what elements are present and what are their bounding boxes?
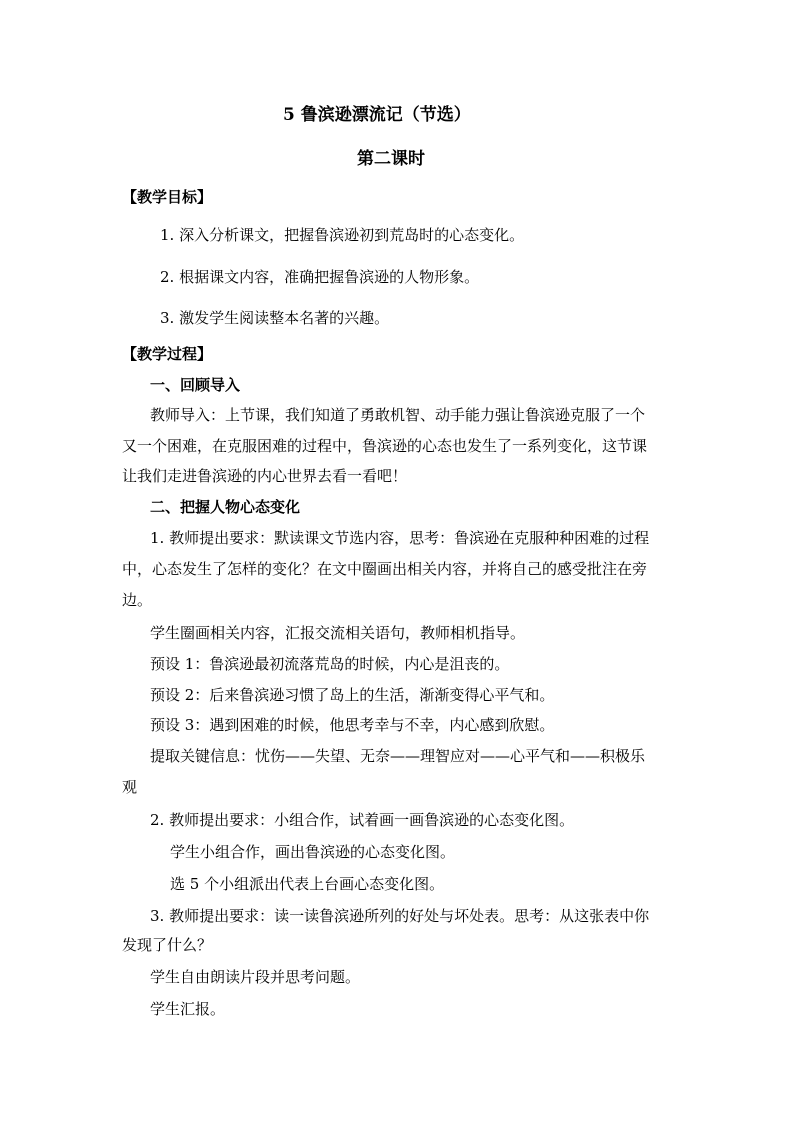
section1-line: 让我们走进鲁滨逊的内心世界去看一看吧！ (122, 467, 408, 485)
objectives-heading: 【教学目标】 (122, 188, 213, 206)
preset-item: 预设 3：遇到困难的时候，他思考幸与不幸，内心感到欣慰。 (150, 716, 555, 734)
requirement-2-student: 学生小组合作，画出鲁滨逊的心态变化图。 (170, 843, 456, 861)
requirement-2: 2. 教师提出要求：小组合作，试着画一画鲁滨逊的心态变化图。 (150, 811, 575, 829)
requirement-3-line: 发现了什么？ (122, 936, 213, 954)
section1-heading: 一、回顾导入 (150, 376, 241, 394)
requirement-2-select: 选 5 个小组派出代表上台画心态变化图。 (170, 875, 445, 893)
section1-line: 教师导入：上节课，我们知道了勇敢机智、动手能力强让鲁滨逊克服了一个 (150, 406, 646, 424)
objective-item: 1. 深入分析课文，把握鲁滨逊初到荒岛时的心态变化。 (160, 226, 525, 244)
section2-heading: 二、把握人物心态变化 (150, 498, 301, 516)
lesson-subtitle: 第二课时 (357, 149, 425, 169)
objective-item: 3. 激发学生阅读整本名著的兴趣。 (160, 309, 390, 327)
requirement-3-read: 学生自由朗读片段并思考问题。 (150, 968, 361, 986)
requirement-1-line: 1. 教师提出要求：默读课文节选内容，思考：鲁滨逊在克服种种困难的过程 (150, 529, 650, 547)
key-info-line: 观 (122, 778, 138, 796)
section1-line: 又一个困难，在克服困难的过程中，鲁滨逊的心态也发生了一系列变化，这节课 (122, 437, 648, 455)
preset-item: 预设 2：后来鲁滨逊习惯了岛上的生活，渐渐变得心平气和。 (150, 686, 555, 704)
student-activity-1: 学生圈画相关内容，汇报交流相关语句，教师相机指导。 (150, 624, 526, 642)
requirement-3-report: 学生汇报。 (150, 1000, 226, 1018)
preset-item: 预设 1：鲁滨逊最初流落荒岛的时候，内心是沮丧的。 (150, 655, 510, 673)
requirement-3-line: 3. 教师提出要求：读一读鲁滨逊所列的好处与坏处表。思考：从这张表中你 (150, 907, 650, 925)
key-info-line: 提取关键信息：忧伤——失望、无奈——理智应对——心平气和——积极乐 (150, 747, 646, 765)
lesson-title: 5 鲁滨逊漂流记（节选） (283, 105, 471, 125)
requirement-1-line: 边。 (122, 591, 153, 609)
process-heading: 【教学过程】 (122, 345, 213, 363)
objective-item: 2. 根据课文内容，准确把握鲁滨逊的人物形象。 (160, 268, 480, 286)
requirement-1-line: 中，心态发生了怎样的变化？在文中圈画出相关内容，并将自己的感受批注在旁 (122, 560, 648, 578)
